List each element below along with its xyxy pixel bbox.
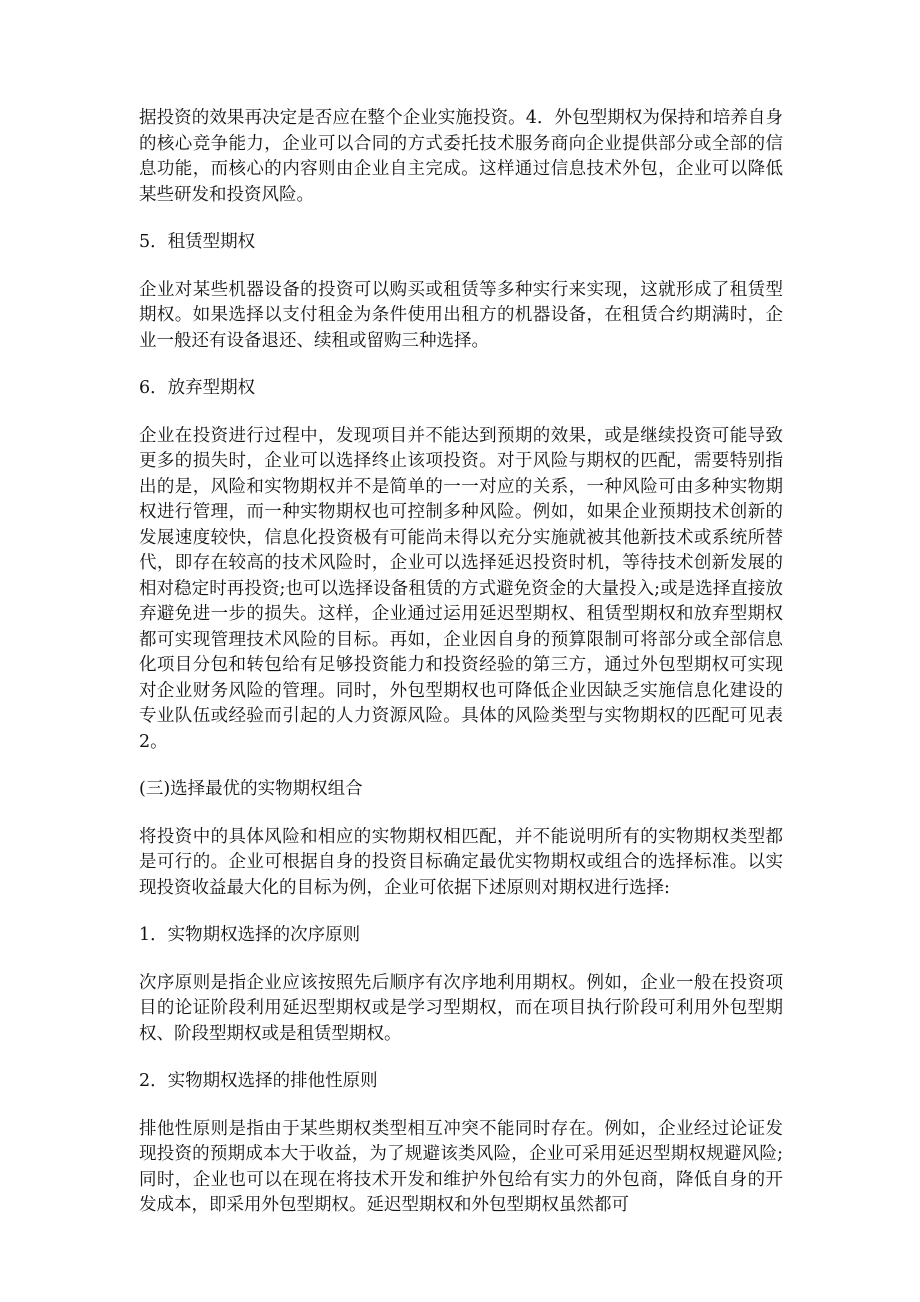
paragraph-abandon-option: 企业在投资进行过程中，发现项目并不能达到预期的效果，或是继续投资可能导致更多的损失时，企业可以选择终止该项投资。对于风险与期权的匹配，需要特别指出的是，风险和实物期权并不是简单的一一对应的关系，一种风险可由多种实物期权进行管理，而一种实物期权也可控制多种风险。例如，如果企业预期技术创新的发展速度较快，信息化投资极有可能尚未得以充分实施就被其他新技术或系统所替代，即存在较高的技术风险时，企业可以选择延迟投资时机，等待技术创新发展的相对稳定时再投资;也可以选择设备租赁的方式避免资金的大量投入;或是选择直接放弃避免进一步的损失。这样，企业通过运用延迟型期权、租赁型期权和放弃型期权都可实现管理技术风险的目标。再如，企业因自身的预算限制可将部分或全部信息化项目分包和转包给有足够投资能力和投资经验的第三方，通过外包型期权可实现对企业财务风险的管理。同时，外包型期权也可降低企业因缺乏实施信息化建设的专业队伍或经验而引起的人力资源风险。具体的风险类型与实物期权的匹配可见表2。 — [139, 425, 783, 752]
heading-exclusivity-principle: 2．实物期权选择的排他性原则 — [139, 1071, 378, 1091]
document-page — [139, 106, 783, 1219]
paragraph-lease-option: 企业对某些机器设备的投资可以购买或租赁等多种实行来实现，这就形成了租赁型期权。如果选择以支付租金为条件使用出租方的机器设备，在租赁合约期满时，企业一般还有设备退还、续租或留购三种选择。 — [139, 279, 783, 351]
paragraph-optimal-combination: 将投资中的具体风险和相应的实物期权相匹配，并不能说明所有的实物期权类型都是可行的。企业可根据自身的投资目标确定最优实物期权或组合的选择标准。以实现投资收益最大化的目标为例，企业可依据下述原则对期权进行选择: — [139, 826, 783, 898]
paragraph-exclusivity-principle: 排他性原则是指由于某些期权类型相互冲突不能同时存在。例如，企业经过论证发现投资的预期成本大于收益，为了规避该类风险，企业可采用延迟型期权规避风险;同时，企业也可以在现在将技术开发和维护外包给有实力的外包商，降低自身的开发成本，即采用外包型期权。延迟型期权和外包型期权虽然都可 — [139, 1118, 783, 1215]
paragraph-outsourcing-option: 据投资的效果再决定是否应在整个企业实施投资。4．外包型期权为保持和培养自身的核心竞争能力，企业可以合同的方式委托技术服务商向企业提供部分或全部的信息功能，而核心的内容则由企业自主完成。这样通过信息技术外包，企业可以降低某些研发和投资风险。 — [139, 108, 783, 205]
heading-optimal-combination: (三)选择最优的实物期权组合 — [139, 779, 363, 799]
heading-abandon-option: 6．放弃型期权 — [139, 378, 256, 398]
heading-order-principle: 1．实物期权选择的次序原则 — [139, 925, 361, 945]
paragraph-order-principle: 次序原则是指企业应该按照先后顺序有次序地利用期权。例如，企业一般在投资项目的论证阶段利用延迟型期权或是学习型期权，而在项目执行阶段可利用外包型期权、阶段型期权或是租赁型期权。 — [139, 972, 783, 1044]
heading-lease-option: 5．租赁型期权 — [139, 232, 256, 252]
